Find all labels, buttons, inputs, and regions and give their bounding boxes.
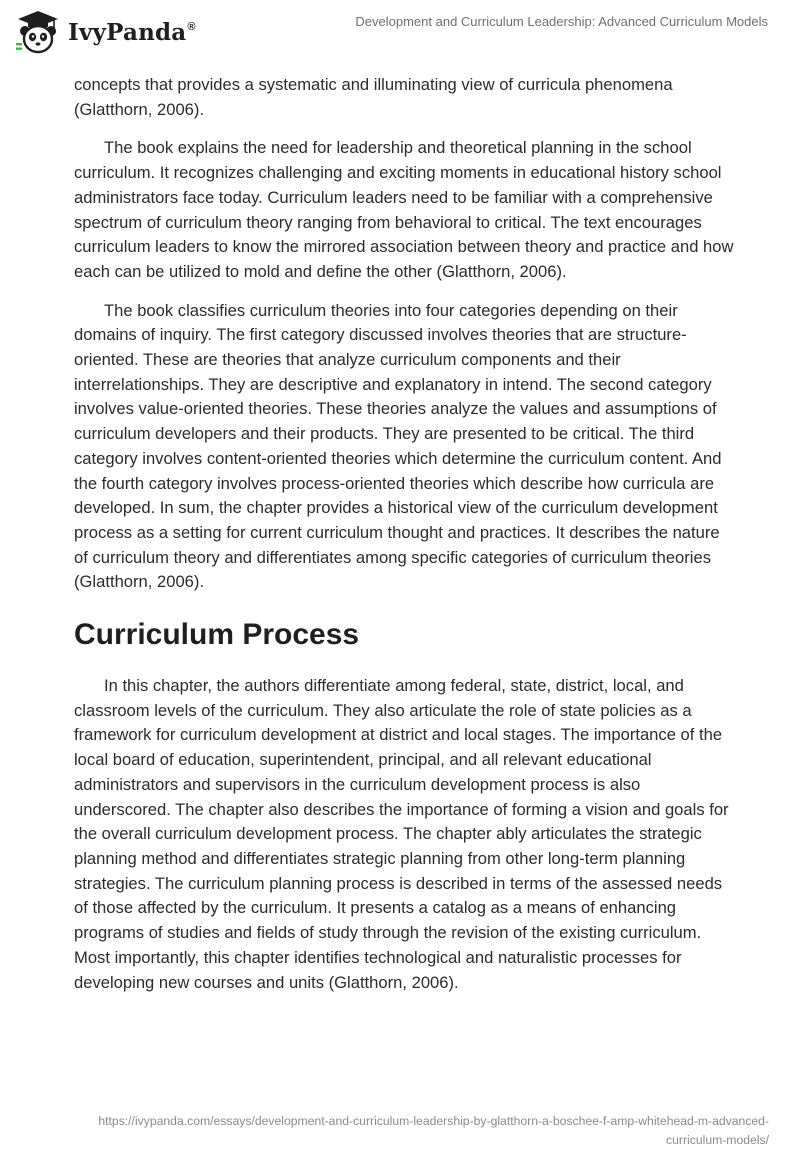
panda-logo-icon: [14, 9, 62, 55]
paragraph: The book classifies curriculum theories into four categories depending on their domains of inquiry. The first category discussed involves theories that are structure-oriented. These are theories that analyze curriculum components and their interrelationships. They are descriptive and explanatory in intend. The second category involves value-oriented theories. These theories analyze the values and assumptions of curriculum developers and their products. They are presented to be critical. The third category involves content-oriented theories which determine the curriculum content. And the fourth category involves process-oriented theories which describe how curricula are developed. In sum, the chapter provides a historical view of the curriculum development process as a setting for current curriculum thought and practices. It describes the nature of curriculum theory and differentiates among specific categories of curriculum theories (Glatthorn, 2006).: [74, 300, 722, 592]
page-header: [0, 0, 800, 70]
article-body: [74, 73, 734, 1009]
source-url-link[interactable]: https://ivypanda.com/essays/development-and-curriculum-leadership-by-glatthorn-a-boschee-f-amp-whitehead-m-advanced-curriculum-models/: [98, 1114, 769, 1147]
brand-logo[interactable]: [14, 9, 196, 55]
paragraph: concepts that provides a systematic and illuminating view of curricula phenomena (Glatthorn, 2006).: [74, 75, 673, 119]
section-heading: Curriculum Process: [74, 618, 360, 652]
paragraph: The book explains the need for leadership and theoretical planning in the school curriculum. It recognizes challenging and exciting moments in educational history school administrators face today. Curriculum leaders need to be familiar with a comprehensive spectrum of curriculum theory ranging from behavioral to critical. The text encourages curriculum leaders to know the mirrored association between theory and practice and how each can be utilized to mold and define the other (Glatthorn, 2006).: [74, 138, 734, 281]
brand-name: IvyPanda®: [68, 18, 196, 46]
document-title: Development and Curriculum Leadership: Advanced Curriculum Models: [355, 14, 768, 29]
paragraph: In this chapter, the authors differentiate among federal, state, district, local, and classroom levels of the curriculum. They also articulate the role of state policies as a framework for curriculum development at district and local stages. The importance of the local board of education, superintendent, principal, and all relevant educational administrators and supervisors in the curriculum development process is also underscored. The chapter also describes the importance of forming a vision and goals for the overall curriculum development process. The chapter ably articulates the strategic planning method and differentiates strategic planning from other long-term planning strategies. The curriculum planning process is described in terms of the assessed needs of those affected by the curriculum. It presents a catalog as a means of enhancing programs of studies and fields of study through the revision of the existing curriculum. Most importantly, this chapter identifies technological and naturalistic processes for developing new courses and units (Glatthorn, 2006).: [74, 676, 729, 992]
